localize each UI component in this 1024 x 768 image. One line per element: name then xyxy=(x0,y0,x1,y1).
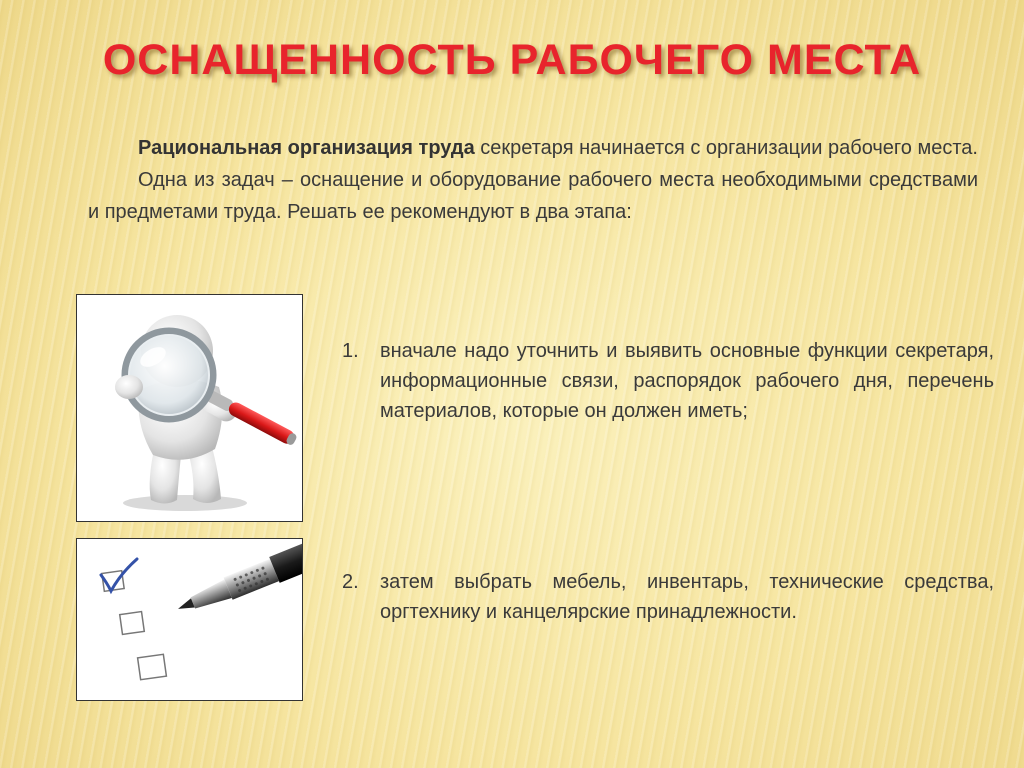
step-2-number: 2. xyxy=(342,571,359,593)
step-1-text: вначале надо уточнить и выявить основные функции секретаря, информационные связи, распорядок рабочего дня, перечень материалов, которые он должен иметь; xyxy=(380,340,994,422)
intro-paragraph-1-rest: секретаря начинается с организации рабочего места. xyxy=(474,137,978,159)
intro-paragraph-2: Одна из задач – оснащение и оборудование рабочего места необходимыми средствами и предметами труда. Решать ее рекомендуют в два этапа: xyxy=(88,169,978,223)
intro-paragraph-1 xyxy=(88,132,978,164)
step-2 xyxy=(342,567,994,627)
magnifier-figure-image xyxy=(76,294,303,522)
checklist-pen-image xyxy=(76,538,303,701)
slide-title: ОСНАЩЕННОСТЬ РАБОЧЕГО МЕСТА xyxy=(102,36,922,84)
magnifying-glass-icon xyxy=(77,295,302,521)
step-1-number: 1. xyxy=(342,340,359,362)
step-2-text: затем выбрать мебель, инвентарь, технические средства, оргтехнику и канцелярские принадлежности. xyxy=(380,571,994,623)
checklist-icon xyxy=(77,539,302,700)
step-1 xyxy=(342,336,994,426)
intro-text xyxy=(88,132,978,228)
intro-bold-phrase: Рациональная организация труда xyxy=(138,137,475,159)
